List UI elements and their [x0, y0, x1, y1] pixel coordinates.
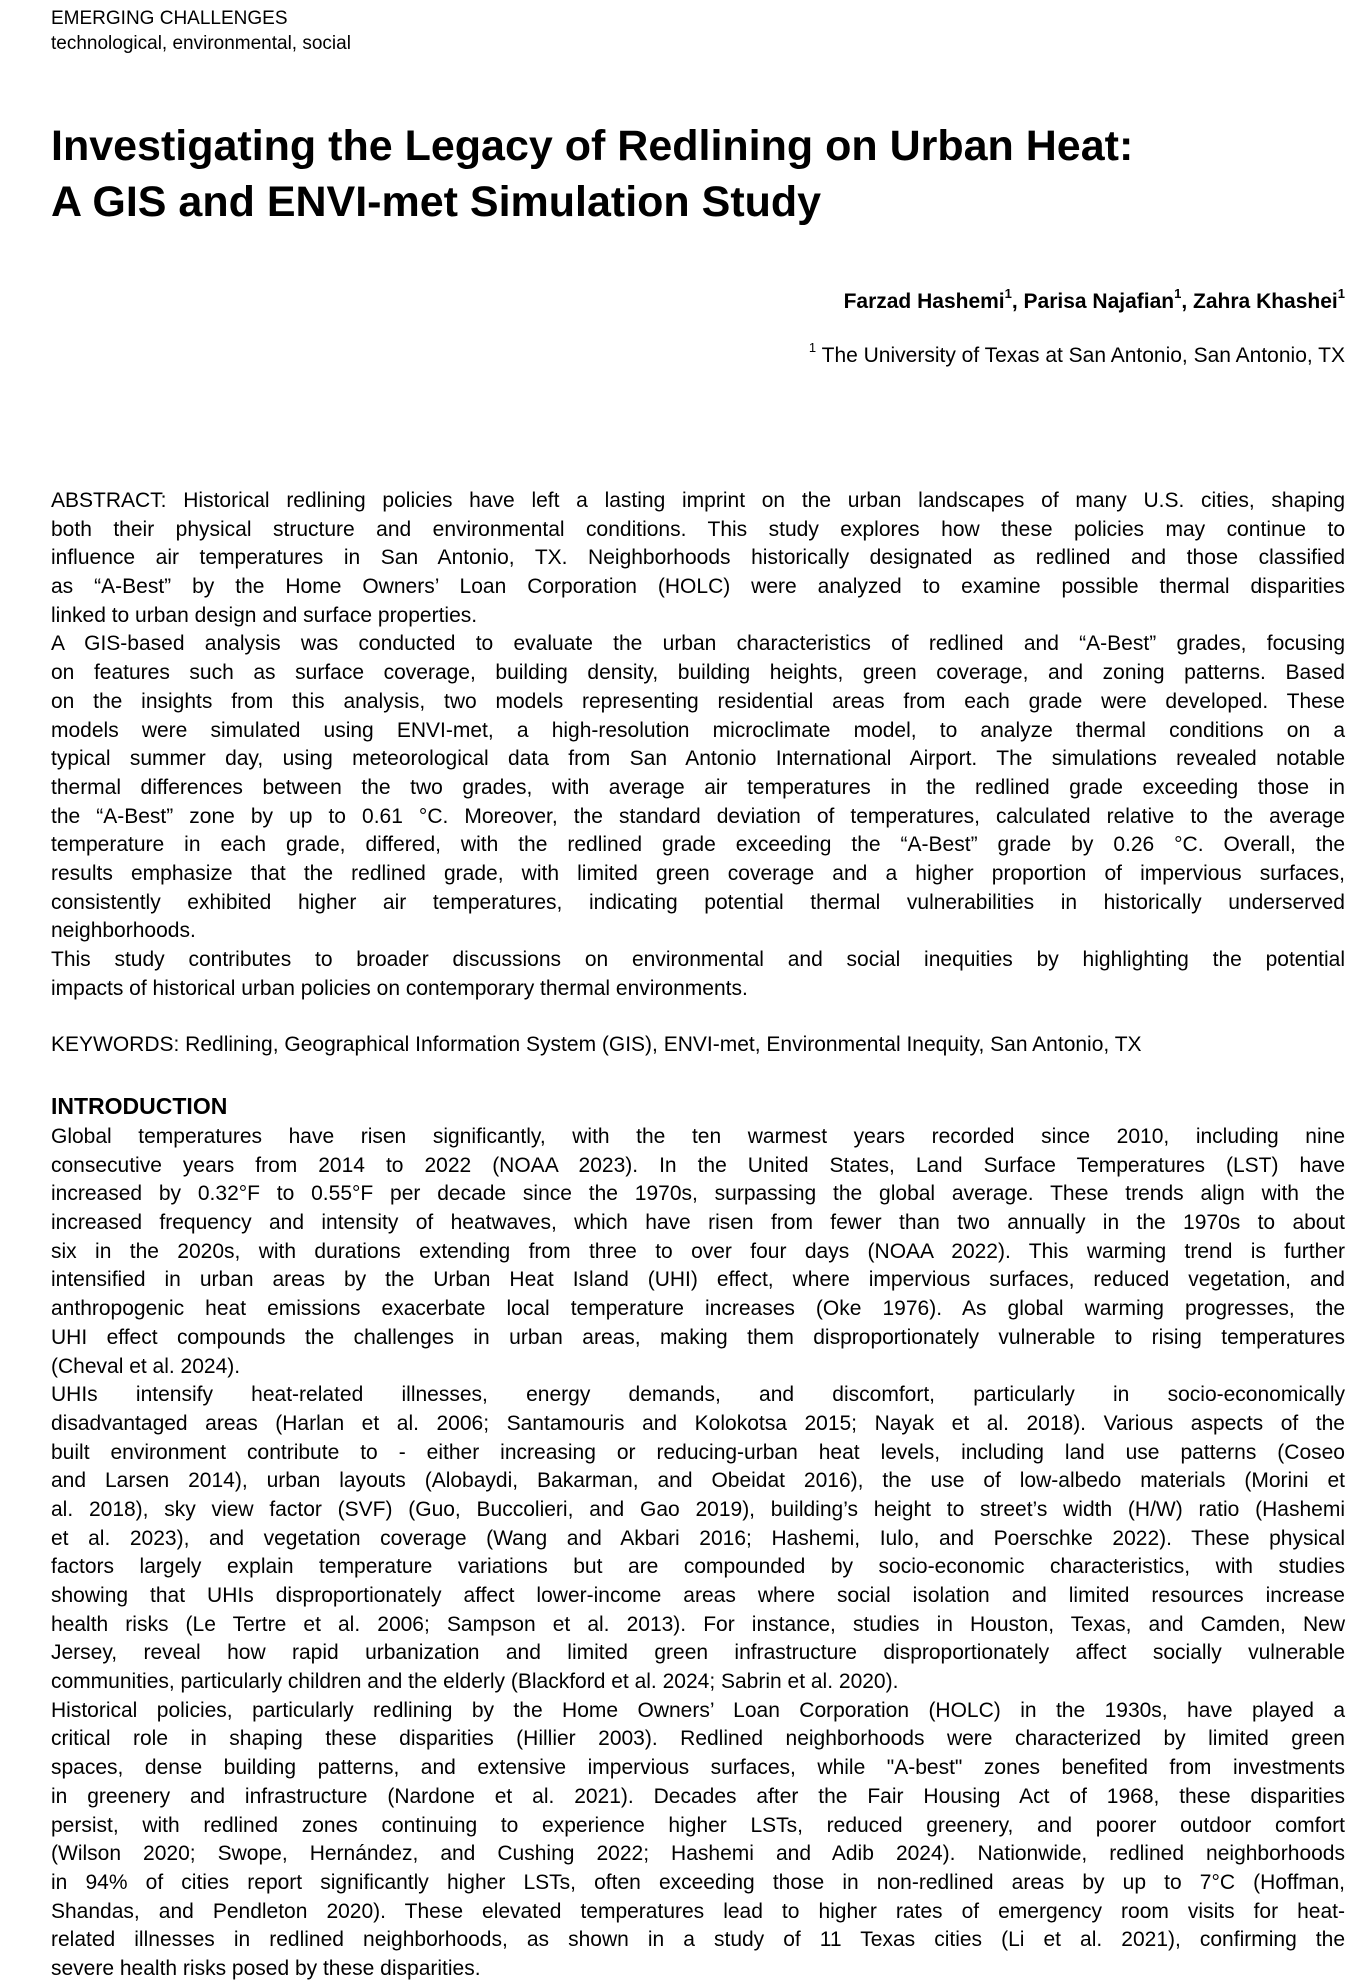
text-line: Global temperatures have risen significantly, with the ten warmest years recorded since 2010, including nine	[51, 1125, 1345, 1148]
journal-section: EMERGING CHALLENGES	[51, 8, 288, 29]
affiliation-mark: 1	[808, 340, 817, 355]
text-line: related illnesses in redlined neighborhoods, as shown in a study of 11 Texas cities (Li et al. 2021), confirming the	[51, 1928, 1345, 1952]
text-line: results emphasize that the redlined grade, with limited green coverage and a higher proportion of impervious surfaces,	[51, 861, 1345, 885]
title-line-2: A GIS and ENVI-met Simulation Study	[51, 178, 822, 226]
paragraph	[51, 630, 1345, 946]
author-affiliation-mark: 1	[1004, 286, 1012, 301]
paragraph	[51, 1697, 1345, 1984]
text-line: factors largely explain temperature variations but are compounded by socio-economic characteristics, with studies	[51, 1555, 1345, 1579]
text-line: in 94% of cities report significantly higher LSTs, often exceeding those in non-redlined areas by up to 7°C (Hoffman,	[51, 1870, 1345, 1894]
text-line: (Cheval et al. 2024).	[51, 1354, 241, 1378]
text-line: persist, with redlined zones continuing to experience higher LSTs, reduced greenery, and poorer outdoor comfort	[51, 1813, 1345, 1837]
text-line: disadvantaged areas (Harlan et al. 2006; Santamouris and Kolokotsa 2015; Nayak et al. 2018). Various aspects of the	[51, 1411, 1345, 1435]
introduction-body	[51, 1123, 1345, 1984]
author-affiliation-mark: 1	[1337, 286, 1345, 301]
title-line-1: Investigating the Legacy of Redlining on Urban Heat:	[51, 122, 1134, 170]
text-line: ABSTRACT: Historical redlining policies have left a lasting imprint on the urban landscapes of many U.S. cities, shaping	[51, 489, 1345, 512]
keywords	[51, 1031, 1345, 1060]
text-line: consecutive years from 2014 to 2022 (NOAA 2023). In the United States, Land Surface Temperatures (LST) have	[51, 1153, 1345, 1177]
journal-subtitle: technological, environmental, social	[51, 33, 351, 54]
text-line: UHIs intensify heat-related illnesses, energy demands, and discomfort, particularly in socio-economically	[51, 1383, 1345, 1407]
text-line: (Wilson 2020; Swope, Hernández, and Cushing 2022; Hashemi and Adib 2024). Nationwide, redlined neighborhoods	[51, 1842, 1345, 1866]
text-line: models were simulated using ENVI-met, a high-resolution microclimate model, to analyze thermal conditions on a	[51, 718, 1345, 742]
author-affiliation-mark: 1	[1174, 286, 1182, 301]
text-line: typical summer day, using meteorological data from San Antonio International Airport. The simulations revealed notable	[51, 747, 1345, 771]
text-line: et al. 2023), and vegetation coverage (Wang and Akbari 2016; Hashemi, Iulo, and Poerschke 2022). These physical	[51, 1526, 1345, 1550]
text-line: built environment contribute to - either increasing or reducing-urban heat levels, including land use patterns (Coseo	[51, 1440, 1345, 1464]
text-line: Shandas, and Pendleton 2020). These elevated temperatures lead to higher rates of emergency room visits for heat-	[51, 1899, 1345, 1923]
text-line: Historical policies, particularly redlining by the Home Owners’ Loan Corporation (HOLC) in the 1930s, have played a	[51, 1698, 1345, 1722]
text-line: and Larsen 2014), urban layouts (Alobaydi, Bakarman, and Obeidat 2016), the use of low-albedo materials (Morini et	[51, 1469, 1345, 1493]
text-line: severe health risks posed by these disparities.	[51, 1956, 481, 1980]
section-heading-introduction: INTRODUCTION	[51, 1093, 228, 1119]
author-list: Farzad Hashemi$^1$, Parisa Najafian$^1$, Zahra Khashei$^1$	[843, 286, 1345, 313]
text-line: on features such as surface coverage, building density, building heights, green coverage, and zoning patterns. Based	[51, 661, 1345, 685]
paragraph	[51, 487, 1345, 630]
paragraph	[51, 946, 1345, 1003]
text-line: in greenery and infrastructure (Nardone et al. 2021). Decades after the Fair Housing Act of 1968, these disparities	[51, 1784, 1345, 1808]
paper-title	[51, 118, 1133, 230]
text-line: critical role in shaping these disparities (Hillier 2003). Redlined neighborhoods were characterized by limited green	[51, 1727, 1345, 1751]
text-line: A GIS-based analysis was conducted to evaluate the urban characteristics of redlined and “A-Best” grades, focusing	[51, 632, 1345, 656]
text-line: influence air temperatures in San Antonio, TX. Neighborhoods historically designated as redlined and those classified	[51, 546, 1345, 570]
text-line: increased by 0.32°F to 0.55°F per decade since the 1970s, surpassing the global average. These trends align with the	[51, 1182, 1345, 1206]
author-name: Farzad Hashemi	[843, 290, 1005, 313]
paragraph	[51, 1381, 1345, 1697]
affiliation	[808, 340, 1345, 368]
text-line: Jersey, reveal how rapid urbanization and limited green infrastructure disproportionately affect socially vulnerable	[51, 1641, 1345, 1665]
keywords-line: KEYWORDS: Redlining, Geographical Information System (GIS), ENVI-met, Environmental Inequity, San Antonio, TX	[51, 1033, 1142, 1056]
author-name: Parisa Najafian	[1023, 290, 1175, 313]
text-line: spaces, dense building patterns, and extensive impervious surfaces, while "A-best" zones benefited from investments	[51, 1756, 1345, 1780]
text-line: six in the 2020s, with durations extending from three to over four days (NOAA 2022). This warming trend is further	[51, 1239, 1345, 1263]
text-line: communities, particularly children and the elderly (Blackford et al. 2024; Sabrin et al. 2020).	[51, 1670, 899, 1694]
text-line: linked to urban design and surface properties.	[51, 603, 478, 627]
text-line: temperature in each grade, differed, with the redlined grade exceeding the “A-Best” grade by 0.26 °C. Overall, the	[51, 833, 1345, 857]
text-line: anthropogenic heat emissions exacerbate local temperature increases (Oke 1976). As global warming progresses, the	[51, 1297, 1345, 1321]
text-line: on the insights from this analysis, two models representing residential areas from each grade were developed. These	[51, 689, 1345, 713]
text-line: health risks (Le Tertre et al. 2006; Sampson et al. 2013). For instance, studies in Houston, Texas, and Camden, New	[51, 1612, 1345, 1636]
text-line: the “A-Best” zone by up to 0.61 °C. Moreover, the standard deviation of temperatures, calculated relative to the average	[51, 804, 1345, 828]
text-line: thermal differences between the two grades, with average air temperatures in the redlined grade exceeding those in	[51, 775, 1345, 799]
author-name: Zahra Khashei	[1193, 290, 1338, 313]
affiliation-text: The University of Texas at San Antonio, San Antonio, TX	[821, 344, 1345, 367]
text-line: neighborhoods.	[51, 919, 196, 943]
text-line: as “A-Best” by the Home Owners’ Loan Corporation (HOLC) were analyzed to examine possible thermal disparities	[51, 575, 1345, 599]
text-line: impacts of historical urban policies on contemporary thermal environments.	[51, 976, 748, 1000]
text-line: increased frequency and intensity of heatwaves, which have risen from fewer than two annually in the 1970s to about	[51, 1211, 1345, 1235]
text-line: consistently exhibited higher air temperatures, indicating potential thermal vulnerabilities in historically underserved	[51, 890, 1345, 914]
text-line: This study contributes to broader discussions on environmental and social inequities by highlighting the potential	[51, 948, 1345, 971]
paragraph	[51, 1123, 1345, 1381]
abstract	[51, 487, 1345, 1003]
text-line: UHI effect compounds the challenges in urban areas, making them disproportionately vulnerable to rising temperatures	[51, 1325, 1345, 1349]
text-line: showing that UHIs disproportionately affect lower-income areas where social isolation and limited resources increase	[51, 1584, 1345, 1607]
text-line: intensified in urban areas by the Urban Heat Island (UHI) effect, where impervious surfaces, reduced vegetation, and	[51, 1268, 1345, 1292]
text-line: both their physical structure and environmental conditions. This study explores how these policies may continue to	[51, 517, 1345, 541]
text-line: al. 2018), sky view factor (SVF) (Guo, Buccolieri, and Gao 2019), building’s height to street’s width (H/W) ratio (Hashemi	[51, 1497, 1345, 1521]
